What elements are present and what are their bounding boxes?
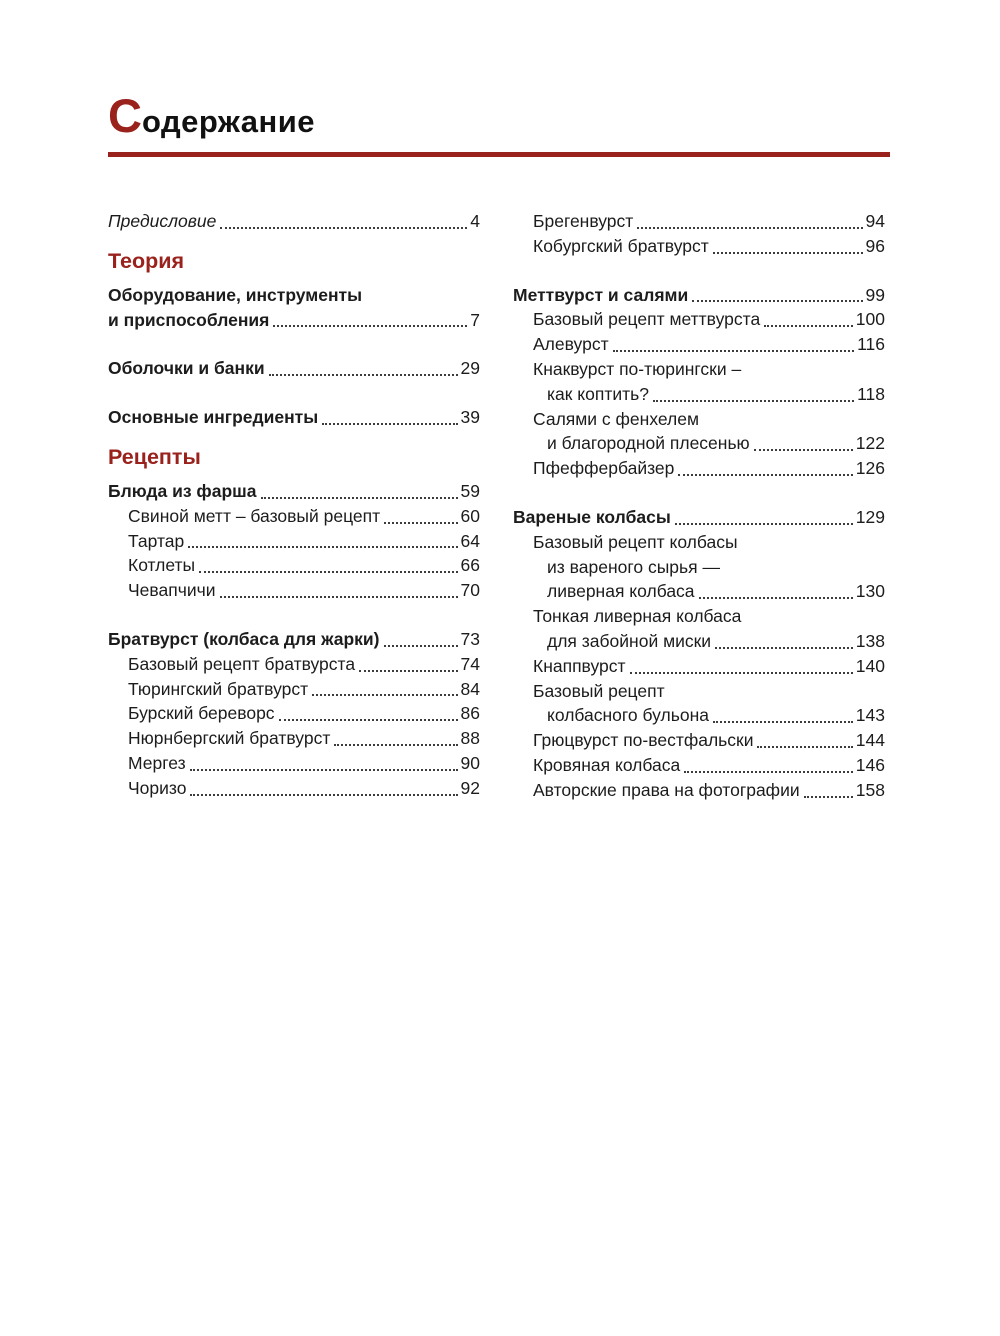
- dot-leader: [359, 670, 457, 672]
- page-number: 143: [855, 705, 885, 726]
- entry-title: Базовый рецепт колбасы: [533, 531, 738, 552]
- toc-column-right: [513, 209, 885, 803]
- toc-entry: [108, 553, 480, 578]
- entry-title: Кровяная колбаса: [533, 754, 681, 775]
- toc-entry-line: [128, 529, 480, 554]
- toc-entry: [513, 778, 885, 803]
- toc-entry-line: [108, 283, 480, 308]
- toc-entry: [108, 479, 480, 504]
- toc-entry: [513, 456, 885, 481]
- entry-title: Теория: [108, 248, 185, 273]
- entry-title: для забойной миски: [547, 630, 712, 651]
- toc-entry-line: [533, 629, 885, 654]
- toc-entry-line: [128, 751, 480, 776]
- page-number: 73: [460, 628, 480, 649]
- toc-column-left: [108, 209, 480, 803]
- toc-entry-line: [108, 444, 480, 470]
- title-rest: одержание: [141, 104, 316, 139]
- toc-entry: [513, 357, 885, 407]
- dot-leader: [188, 546, 457, 548]
- dot-leader: [715, 647, 853, 649]
- dot-leader: [220, 596, 458, 598]
- entry-title: Кнаквурст по-тюрингски –: [533, 358, 742, 379]
- dot-leader: [190, 794, 457, 796]
- toc-entry-line: [128, 677, 480, 702]
- page-number: 92: [460, 777, 480, 798]
- toc-entry-line: [533, 703, 885, 728]
- title-divider-rule: [108, 152, 890, 157]
- entry-title: Предисловие: [108, 211, 217, 231]
- dot-leader: [637, 227, 862, 229]
- toc-entry-line: [533, 778, 885, 803]
- entry-title: Котлеты: [128, 555, 196, 576]
- toc-entry-line: [108, 209, 480, 234]
- page-number: 118: [857, 383, 885, 404]
- toc-entry: [513, 283, 885, 308]
- toc-entry-line: [533, 530, 885, 555]
- toc-entry-line: [128, 726, 480, 751]
- entry-title: Блюда из фарша: [108, 480, 257, 501]
- toc-entry-line: [533, 753, 885, 778]
- page-number: 84: [460, 678, 480, 699]
- page-number: 64: [460, 530, 480, 551]
- toc-entry: [108, 209, 480, 234]
- page-number: 138: [855, 630, 885, 651]
- dot-leader: [692, 300, 862, 302]
- toc-entry: [513, 234, 885, 259]
- entry-title: Пфеффербайзер: [533, 458, 675, 479]
- dot-leader: [684, 771, 853, 773]
- toc-entry-line: [533, 679, 885, 704]
- dot-leader: [334, 744, 457, 746]
- entry-title: Чевапчичи: [128, 580, 216, 601]
- toc-content: [108, 209, 885, 803]
- page-number: 158: [855, 779, 885, 800]
- toc-entry: [513, 332, 885, 357]
- page-number: 99: [865, 284, 885, 305]
- dot-leader: [678, 474, 852, 476]
- page-title: [108, 89, 890, 142]
- page-number: 66: [460, 555, 480, 576]
- toc-entry: [108, 405, 480, 430]
- entry-title: Базовый рецепт: [533, 680, 665, 701]
- page-number: 39: [460, 407, 480, 428]
- entry-title: колбасного бульона: [547, 705, 709, 726]
- toc-entry-line: [108, 405, 480, 430]
- entry-title: Нюрнбергский братвурст: [128, 728, 331, 749]
- entry-title: Тюрингский братвурст: [128, 678, 309, 699]
- page-number: 29: [460, 358, 480, 379]
- section-heading: [108, 248, 480, 274]
- toc-entry-line: [533, 456, 885, 481]
- toc-entry-line: [108, 627, 480, 652]
- entry-title: Свиной метт – базовый рецепт: [128, 505, 381, 526]
- toc-entry-line: [533, 579, 885, 604]
- dot-leader: [384, 522, 457, 524]
- toc-entry-line: [128, 553, 480, 578]
- dot-leader: [713, 252, 863, 254]
- entry-title: и благородной плесенью: [547, 433, 750, 454]
- toc-entry-line: [533, 555, 885, 580]
- dot-leader: [279, 719, 458, 721]
- entry-title: Основные ингредиенты: [108, 407, 319, 428]
- entry-title: Кобургский братвурст: [533, 235, 709, 256]
- toc-entry: [108, 529, 480, 554]
- entry-title: Салями с фенхелем: [533, 408, 700, 429]
- toc-entry: [513, 505, 885, 530]
- dot-leader: [713, 721, 853, 723]
- entry-title: Базовый рецепт меттвурста: [533, 309, 761, 330]
- page-number: 86: [460, 703, 480, 724]
- toc-entry: [513, 307, 885, 332]
- page-number: 129: [855, 506, 885, 527]
- entry-title: Братвурст (колбаса для жарки): [108, 628, 380, 649]
- dot-leader: [699, 597, 853, 599]
- page-number: 130: [855, 581, 885, 602]
- page-number: 88: [460, 728, 480, 749]
- section-heading: [108, 444, 480, 470]
- entry-title: Кнаппвурст: [533, 655, 626, 676]
- toc-entry-line: [108, 248, 480, 274]
- entry-title: Авторские права на фотографии: [533, 779, 800, 800]
- toc-entry-line: [533, 604, 885, 629]
- dot-leader: [764, 325, 853, 327]
- dot-leader: [220, 227, 467, 229]
- page-number: 116: [857, 334, 885, 355]
- dot-leader: [613, 350, 855, 352]
- page-number: 59: [460, 480, 480, 501]
- toc-entry: [108, 776, 480, 801]
- entry-title: ливерная колбаса: [547, 581, 695, 602]
- dot-leader: [261, 497, 458, 499]
- page-number: 60: [460, 505, 480, 526]
- entry-title: Мергез: [128, 752, 186, 773]
- toc-entry-line: [108, 479, 480, 504]
- toc-entry: [513, 604, 885, 654]
- toc-entry-line: [108, 308, 480, 333]
- toc-entry-line: [513, 505, 885, 530]
- entry-title: Грюцвурст по-вестфальски: [533, 730, 754, 751]
- dot-leader: [757, 746, 852, 748]
- toc-entry: [513, 654, 885, 679]
- toc-entry: [513, 679, 885, 729]
- dot-leader: [322, 423, 457, 425]
- page-number: 144: [855, 730, 885, 751]
- dot-leader: [199, 571, 457, 573]
- toc-entry-line: [533, 382, 885, 407]
- toc-entry: [513, 407, 885, 457]
- entry-title: Брегенвурст: [533, 211, 634, 231]
- page-number: 90: [460, 752, 480, 773]
- entry-title: Меттвурст и салями: [513, 284, 689, 305]
- toc-entry-line: [533, 332, 885, 357]
- toc-entry: [513, 728, 885, 753]
- entry-title: Чоризо: [128, 777, 187, 798]
- entry-title: Базовый рецепт братвурста: [128, 653, 356, 674]
- toc-entry: [513, 753, 885, 778]
- toc-entry: [513, 209, 885, 234]
- entry-title: Тартар: [128, 530, 185, 551]
- toc-entry: [108, 726, 480, 751]
- entry-title: как коптить?: [547, 383, 650, 404]
- entry-title: Оболочки и банки: [108, 358, 265, 379]
- dot-leader: [630, 672, 853, 674]
- page-number: 96: [865, 235, 885, 256]
- dot-leader: [653, 400, 854, 402]
- toc-entry: [513, 530, 885, 604]
- toc-entry: [108, 283, 480, 333]
- dot-leader: [312, 694, 457, 696]
- toc-entry-line: [128, 578, 480, 603]
- dot-leader: [804, 796, 853, 798]
- entry-title: Тонкая ливерная колбаса: [533, 606, 742, 627]
- entry-title: и приспособления: [108, 309, 270, 330]
- dot-leader: [675, 523, 853, 525]
- page-number: 126: [855, 458, 885, 479]
- page-number: 74: [460, 653, 480, 674]
- page-number: 70: [460, 580, 480, 601]
- toc-entry-line: [533, 407, 885, 432]
- title-initial-letter: С: [108, 89, 142, 142]
- entry-title: Рецепты: [108, 444, 201, 469]
- toc-entry: [108, 652, 480, 677]
- dot-leader: [384, 645, 458, 647]
- entry-title: Вареные колбасы: [513, 506, 671, 527]
- page-number: 100: [855, 309, 885, 330]
- toc-entry: [108, 504, 480, 529]
- toc-entry: [108, 578, 480, 603]
- toc-entry-line: [533, 234, 885, 259]
- page-number: 146: [855, 754, 885, 775]
- toc-page: [0, 89, 1000, 1336]
- page-number: 140: [855, 655, 885, 676]
- toc-entry: [108, 356, 480, 381]
- toc-entry-line: [128, 504, 480, 529]
- toc-entry-line: [533, 307, 885, 332]
- entry-title: Бурский береворс: [128, 703, 275, 724]
- dot-leader: [190, 769, 458, 771]
- toc-entry-line: [513, 283, 885, 308]
- page-number: 94: [865, 211, 885, 231]
- toc-entry-line: [533, 728, 885, 753]
- toc-entry-line: [128, 776, 480, 801]
- toc-entry: [108, 701, 480, 726]
- toc-entry-line: [533, 654, 885, 679]
- entry-title: из вареного сырья —: [547, 556, 720, 577]
- page-number: 122: [855, 433, 885, 454]
- dot-leader: [269, 374, 458, 376]
- entry-title: Оборудование, инструменты: [108, 284, 363, 305]
- entry-title: Алевурст: [533, 334, 609, 355]
- toc-entry-line: [108, 356, 480, 381]
- dot-leader: [754, 449, 853, 451]
- toc-entry: [108, 627, 480, 652]
- toc-entry-line: [533, 357, 885, 382]
- toc-entry-line: [533, 431, 885, 456]
- dot-leader: [273, 325, 467, 327]
- page-number: 7: [470, 309, 480, 330]
- page-number: 4: [470, 211, 480, 231]
- toc-entry: [108, 751, 480, 776]
- toc-entry-line: [128, 701, 480, 726]
- toc-entry-line: [128, 652, 480, 677]
- toc-entry: [108, 677, 480, 702]
- toc-entry-line: [533, 209, 885, 234]
